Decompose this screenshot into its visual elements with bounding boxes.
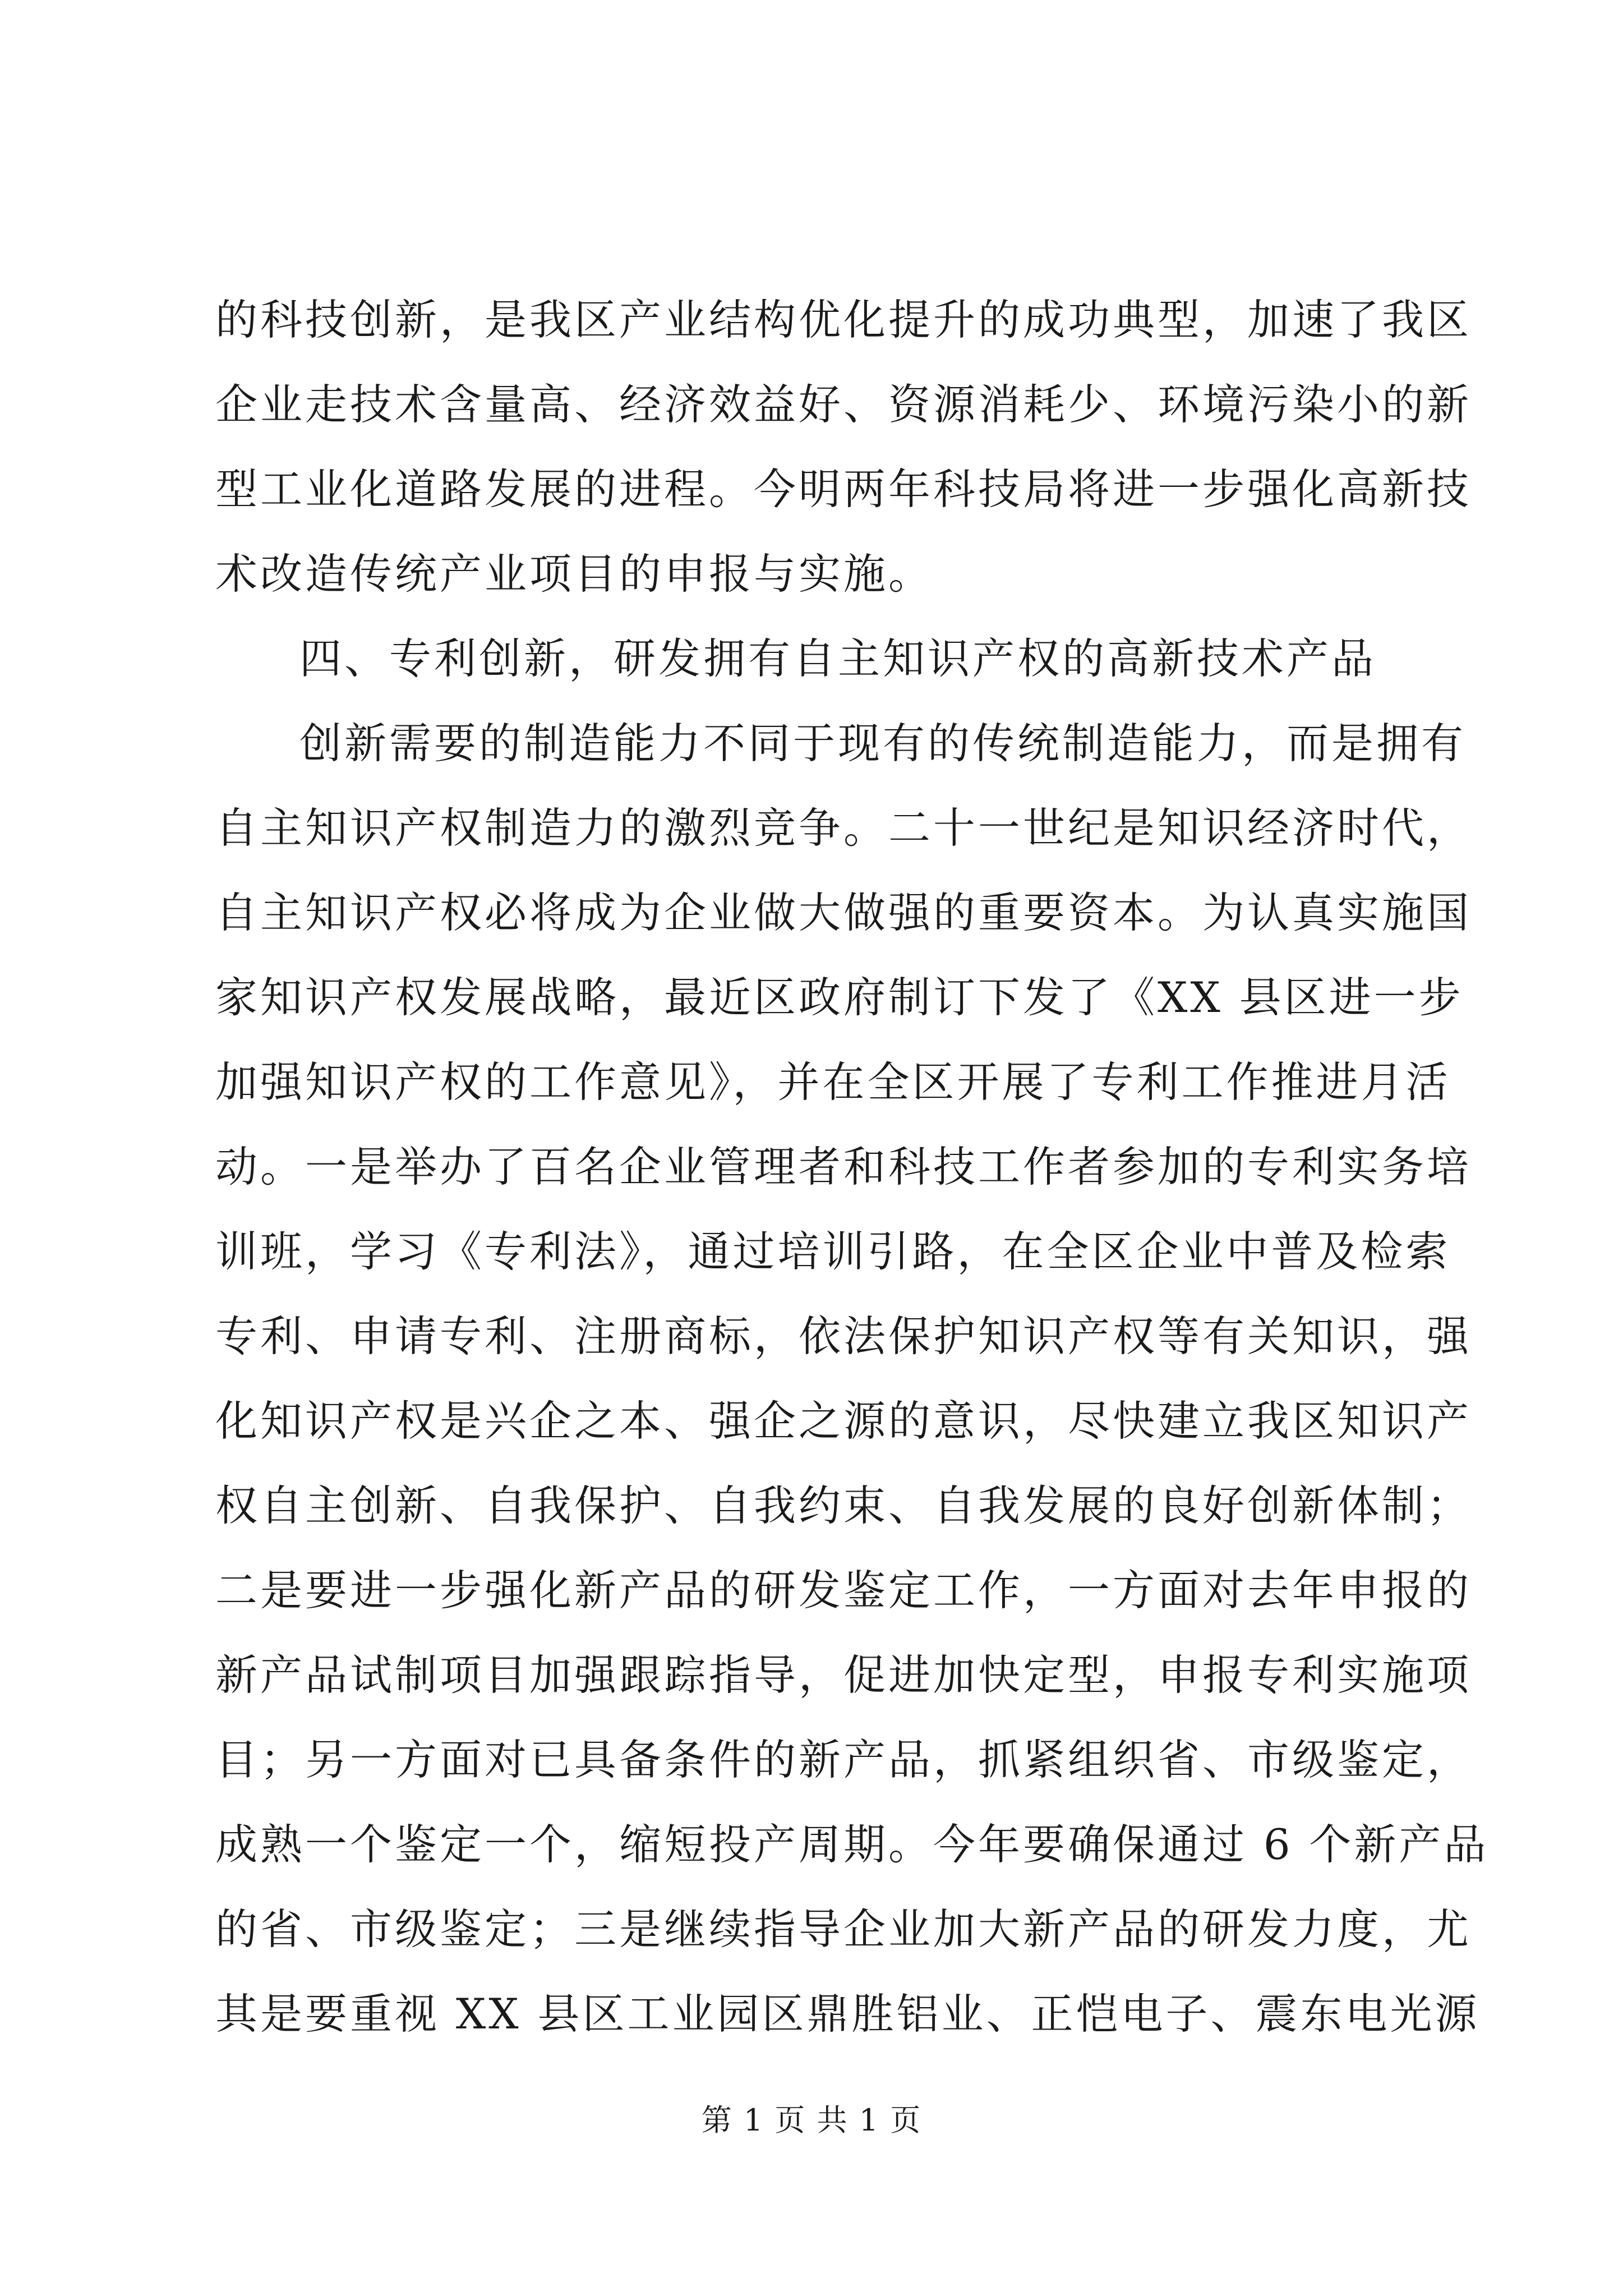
text-line: 权自主创新、自我保护、自我约束、自我发展的良好创新体制； — [215, 1481, 1472, 1530]
text-line: 新产品试制项目加强跟踪指导，促进加快定型，申报专利实施项 — [215, 1650, 1472, 1700]
text-line: 型工业化道路发展的进程。今明两年科技局将进一步强化高新技 — [215, 464, 1472, 514]
text-line: 的省、市级鉴定；三是继续指导企业加大新产品的研发力度，尤 — [215, 1904, 1472, 1954]
text-line: 自主知识产权制造力的激烈竞争。二十一世纪是知识经济时代， — [215, 803, 1472, 853]
text-line: 目；另一方面对已具备条件的新产品，抓紧组织省、市级鉴定， — [215, 1735, 1472, 1784]
text-line: 企业走技术含量高、经济效益好、资源消耗少、环境污染小的新 — [215, 380, 1472, 429]
text-line: 成熟一个鉴定一个，缩短投产周期。今年要确保通过 6 个新产品 — [215, 1820, 1489, 1869]
text-line: 的科技创新，是我区产业结构优化提升的成功典型，加速了我区 — [215, 295, 1472, 344]
text-line: 其是要重视 XX 县区工业园区鼎胜铝业、正恺电子、震东电光源 — [215, 1989, 1480, 2039]
text-line: 化知识产权是兴企之本、强企之源的意识，尽快建立我区知识产 — [215, 1396, 1472, 1446]
text-line: 术改造传统产业项目的申报与实施。 — [215, 549, 934, 599]
text-line: 专利、申请专利、注册商标，依法保护知识产权等有关知识，强 — [215, 1312, 1472, 1361]
text-line: 训班，学习《专利法》，通过培训引路，在全区企业中普及检索 — [215, 1227, 1451, 1276]
text-line: 加强知识产权的工作意见》，并在全区开展了专利工作推进月活 — [215, 1057, 1451, 1107]
text-line: 二是要进一步强化新产品的研发鉴定工作，一方面对去年申报的 — [215, 1566, 1472, 1615]
text-line: 自主知识产权必将成为企业做大做强的重要资本。为认真实施国 — [215, 888, 1472, 937]
page-footer: 第 1 页 共 1 页 — [701, 2102, 922, 2138]
section-heading: 四、专利创新，研发拥有自主知识产权的高新技术产品 — [299, 634, 1377, 683]
text-line: 动。一是举办了百名企业管理者和科技工作者参加的专利实务培 — [215, 1142, 1472, 1191]
text-line: 创新需要的制造能力不同于现有的传统制造能力，而是拥有 — [299, 719, 1467, 768]
text-line: 家知识产权发展战略，最近区政府制订下发了《XX 县区进一步 — [215, 973, 1464, 1022]
